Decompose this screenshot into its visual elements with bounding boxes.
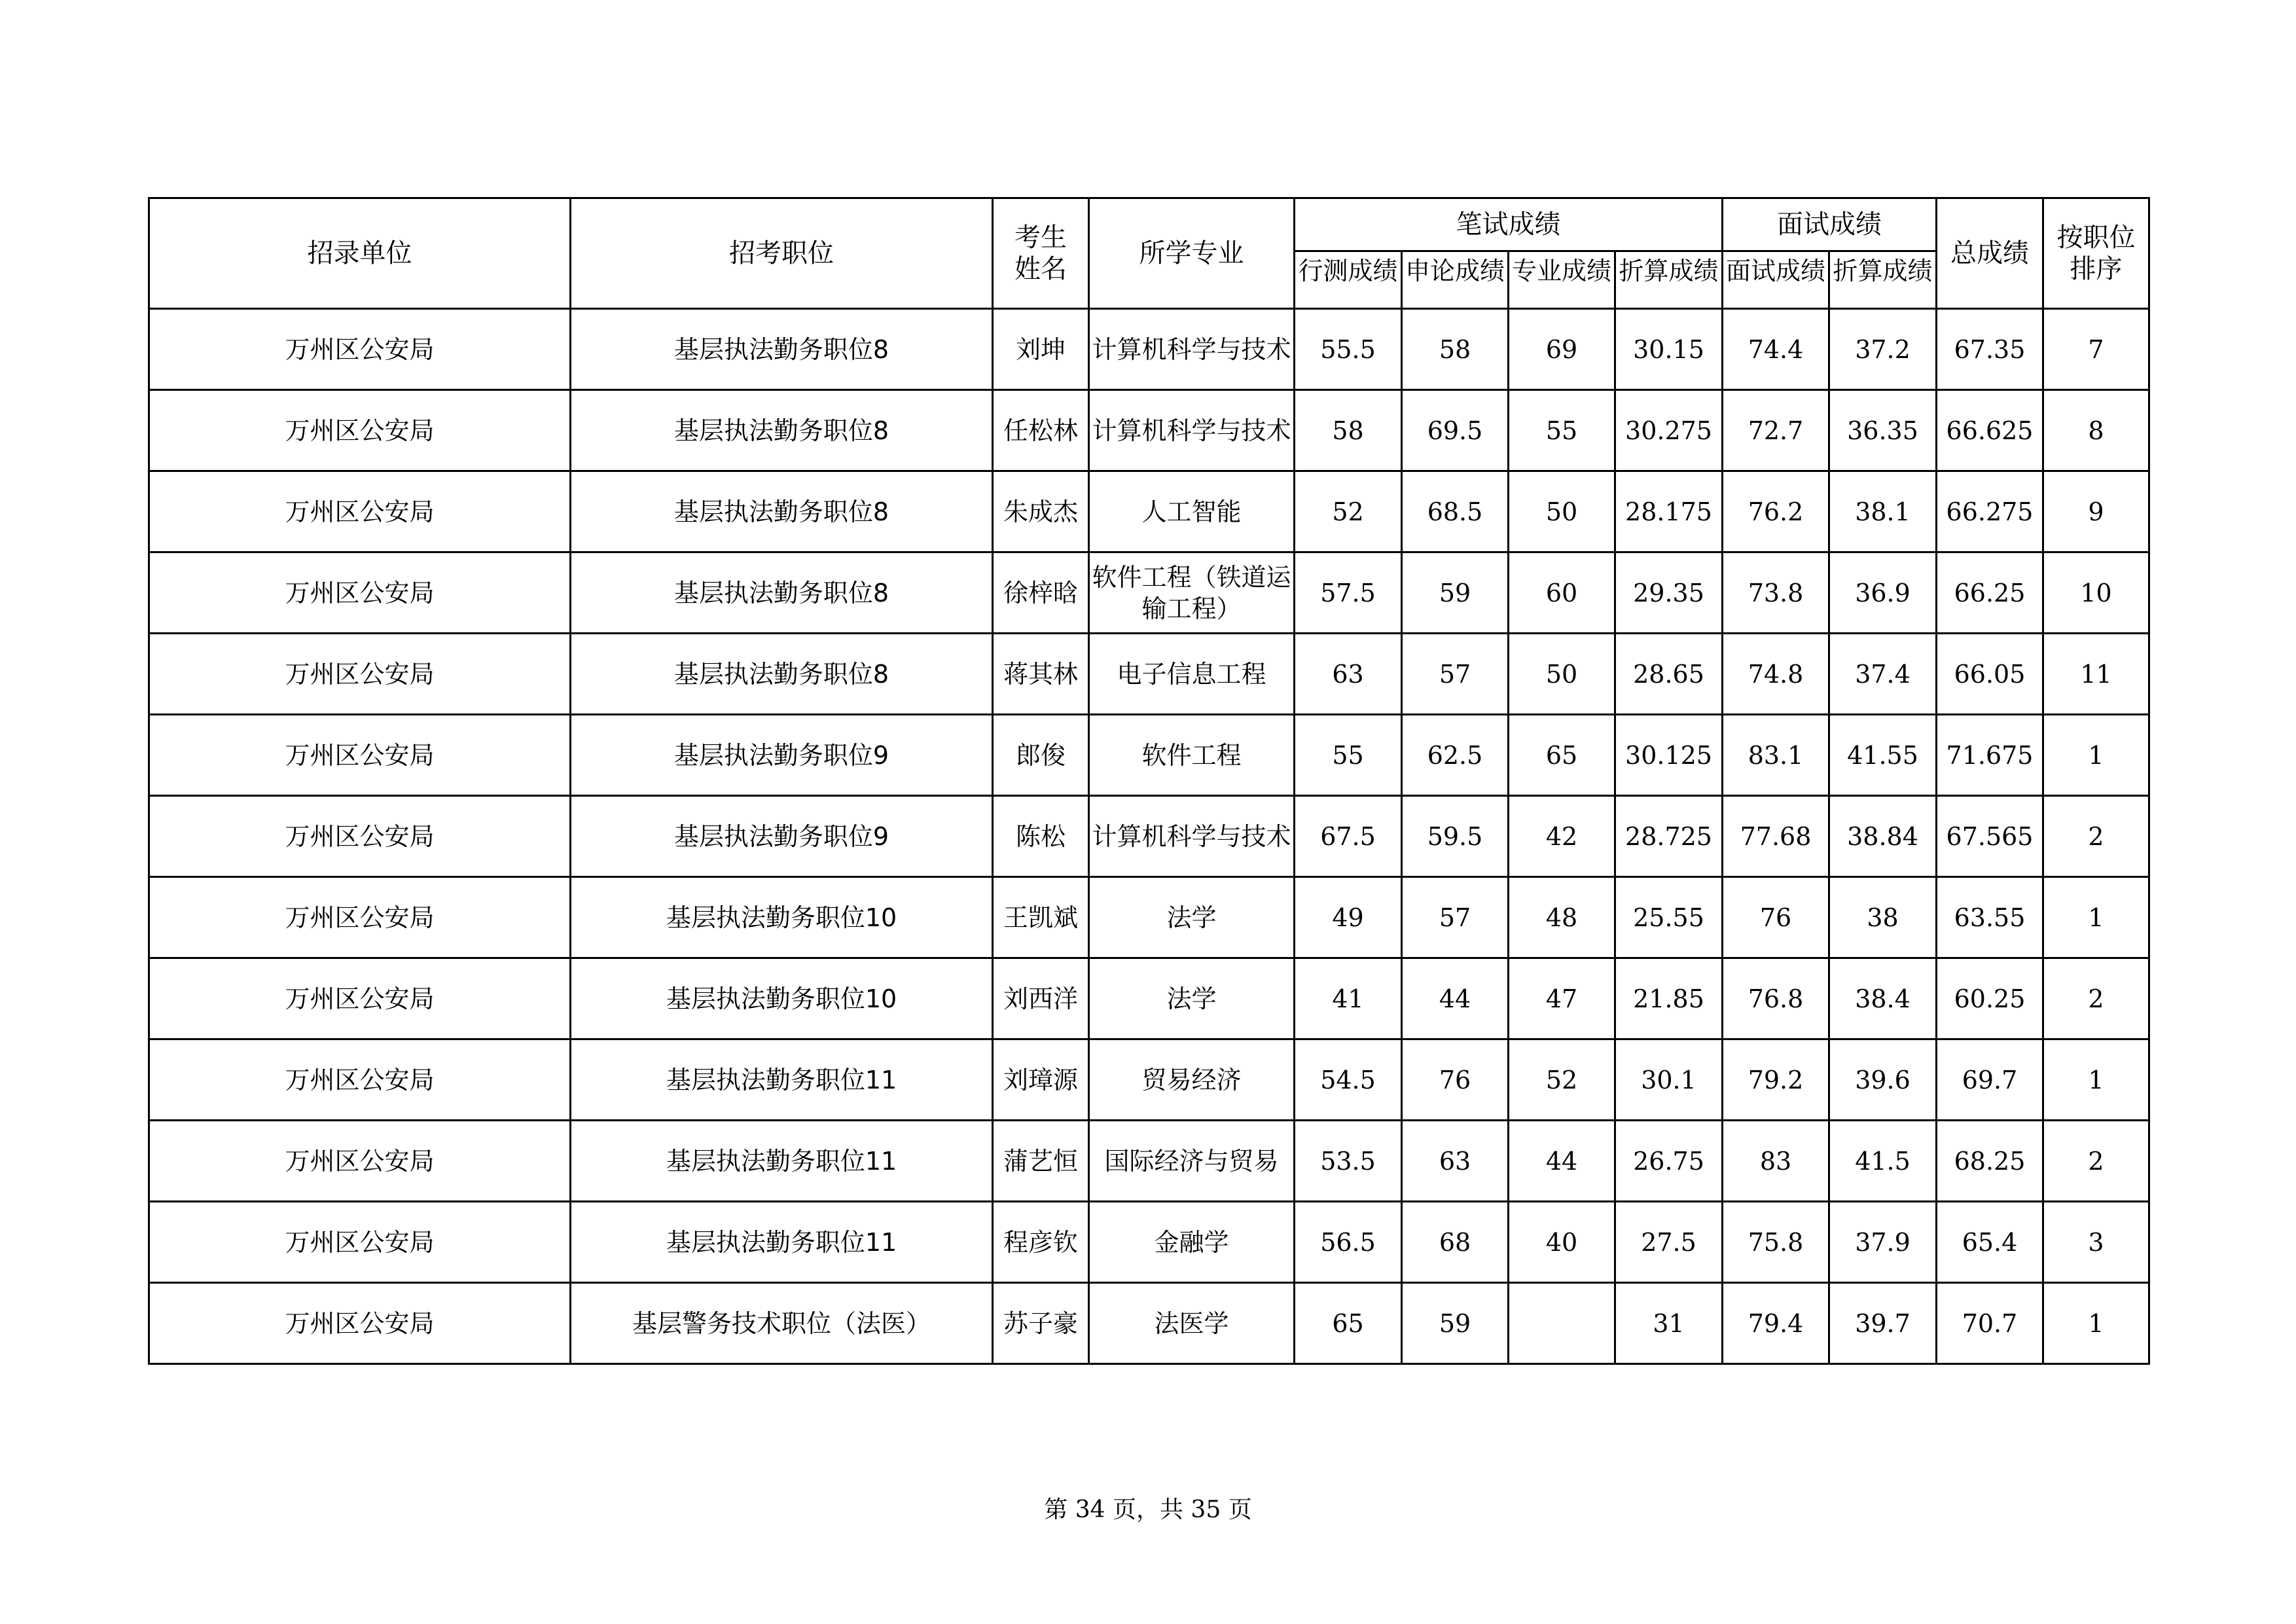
cell-unit: 万州区公安局 [149,1121,571,1202]
header-position: 招考职位 [571,198,993,309]
cell-total: 60.25 [1937,958,2043,1039]
cell-unit: 万州区公安局 [149,390,571,471]
cell-unit: 万州区公安局 [149,1202,571,1283]
cell-total: 69.7 [1937,1039,2043,1121]
cell-position: 基层执法勤务职位11 [571,1202,993,1283]
cell-interview-converted: 37.4 [1829,634,1937,715]
cell-rank: 1 [2043,715,2149,796]
header-interview-group: 面试成绩 [1723,198,1937,251]
cell-interview: 79.4 [1723,1283,1829,1364]
cell-xingce: 52 [1295,471,1402,552]
header-rank: 按职位 排序 [2043,198,2149,309]
cell-position: 基层执法勤务职位8 [571,471,993,552]
cell-rank: 1 [2043,1039,2149,1121]
cell-position: 基层执法勤务职位10 [571,958,993,1039]
cell-position: 基层执法勤务职位8 [571,552,993,634]
cell-interview: 79.2 [1723,1039,1829,1121]
cell-xingce: 63 [1295,634,1402,715]
cell-shenlun: 62.5 [1402,715,1509,796]
cell-xingce: 58 [1295,390,1402,471]
cell-major: 金融学 [1089,1202,1295,1283]
cell-xingce: 55.5 [1295,309,1402,390]
cell-xingce: 56.5 [1295,1202,1402,1283]
header-written-group: 笔试成绩 [1295,198,1723,251]
cell-zhuanye: 60 [1509,552,1615,634]
cell-shenlun: 59 [1402,552,1509,634]
cell-written-converted: 30.1 [1615,1039,1723,1121]
cell-written-converted: 26.75 [1615,1121,1723,1202]
cell-xingce: 41 [1295,958,1402,1039]
cell-major: 计算机科学与技术 [1089,390,1295,471]
table-row [149,715,2149,796]
cell-shenlun: 59 [1402,1283,1509,1364]
cell-interview: 75.8 [1723,1202,1829,1283]
cell-major: 计算机科学与技术 [1089,796,1295,877]
cell-total: 66.25 [1937,552,2043,634]
cell-name: 王凯斌 [993,877,1089,958]
cell-rank: 1 [2043,877,2149,958]
cell-written-converted: 27.5 [1615,1202,1723,1283]
cell-interview: 76 [1723,877,1829,958]
cell-shenlun: 68 [1402,1202,1509,1283]
cell-major: 计算机科学与技术 [1089,309,1295,390]
cell-rank: 10 [2043,552,2149,634]
cell-unit: 万州区公安局 [149,634,571,715]
cell-shenlun: 57 [1402,877,1509,958]
cell-zhuanye: 50 [1509,634,1615,715]
header-total: 总成绩 [1937,198,2043,309]
cell-interview-converted: 39.6 [1829,1039,1937,1121]
cell-interview-converted: 41.5 [1829,1121,1937,1202]
header-row-1 [149,198,2149,251]
cell-written-converted: 30.125 [1615,715,1723,796]
cell-total: 66.275 [1937,471,2043,552]
cell-rank: 2 [2043,958,2149,1039]
cell-written-converted: 29.35 [1615,552,1723,634]
header-xingce: 行测成绩 [1295,251,1402,309]
cell-xingce: 54.5 [1295,1039,1402,1121]
cell-written-converted: 21.85 [1615,958,1723,1039]
cell-interview: 83.1 [1723,715,1829,796]
header-major: 所学专业 [1089,198,1295,309]
header-written-converted: 折算成绩 [1615,251,1723,309]
cell-written-converted: 28.65 [1615,634,1723,715]
cell-major: 法医学 [1089,1283,1295,1364]
cell-shenlun: 69.5 [1402,390,1509,471]
cell-position: 基层执法勤务职位9 [571,796,993,877]
cell-name: 陈松 [993,796,1089,877]
cell-position: 基层执法勤务职位11 [571,1039,993,1121]
cell-name: 刘坤 [993,309,1089,390]
cell-zhuanye: 65 [1509,715,1615,796]
cell-interview-converted: 37.2 [1829,309,1937,390]
cell-shenlun: 57 [1402,634,1509,715]
cell-rank: 2 [2043,796,2149,877]
cell-interview: 77.68 [1723,796,1829,877]
cell-zhuanye: 47 [1509,958,1615,1039]
cell-interview-converted: 37.9 [1829,1202,1937,1283]
cell-name: 郎俊 [993,715,1089,796]
cell-position: 基层执法勤务职位8 [571,309,993,390]
cell-zhuanye: 50 [1509,471,1615,552]
cell-total: 70.7 [1937,1283,2043,1364]
cell-unit: 万州区公安局 [149,552,571,634]
cell-xingce: 67.5 [1295,796,1402,877]
cell-major: 国际经济与贸易 [1089,1121,1295,1202]
cell-zhuanye: 48 [1509,877,1615,958]
cell-unit: 万州区公安局 [149,958,571,1039]
cell-name: 徐梓晗 [993,552,1089,634]
cell-total: 67.35 [1937,309,2043,390]
cell-interview: 72.7 [1723,390,1829,471]
table-row [149,390,2149,471]
cell-rank: 1 [2043,1283,2149,1364]
cell-shenlun: 59.5 [1402,796,1509,877]
cell-rank: 11 [2043,634,2149,715]
cell-written-converted: 25.55 [1615,877,1723,958]
cell-xingce: 55 [1295,715,1402,796]
cell-position: 基层执法勤务职位8 [571,390,993,471]
header-shenlun: 申论成绩 [1402,251,1509,309]
cell-major: 软件工程（铁道运输工程） [1089,552,1295,634]
cell-unit: 万州区公安局 [149,1039,571,1121]
cell-unit: 万州区公安局 [149,471,571,552]
cell-xingce: 53.5 [1295,1121,1402,1202]
cell-zhuanye: 44 [1509,1121,1615,1202]
cell-rank: 9 [2043,471,2149,552]
cell-position: 基层执法勤务职位11 [571,1121,993,1202]
cell-name: 朱成杰 [993,471,1089,552]
cell-name: 程彦钦 [993,1202,1089,1283]
cell-name: 苏子豪 [993,1283,1089,1364]
cell-interview: 76.8 [1723,958,1829,1039]
cell-shenlun: 44 [1402,958,1509,1039]
header-name: 考生 姓名 [993,198,1089,309]
cell-unit: 万州区公安局 [149,1283,571,1364]
header-zhuanye: 专业成绩 [1509,251,1615,309]
cell-total: 68.25 [1937,1121,2043,1202]
cell-interview: 83 [1723,1121,1829,1202]
header-interview-converted: 折算成绩 [1829,251,1937,309]
cell-shenlun: 76 [1402,1039,1509,1121]
cell-unit: 万州区公安局 [149,796,571,877]
table-row [149,552,2149,634]
table-row [149,1121,2149,1202]
cell-name: 刘璋源 [993,1039,1089,1121]
cell-interview: 74.4 [1723,309,1829,390]
cell-unit: 万州区公安局 [149,877,571,958]
cell-name: 蒋其林 [993,634,1089,715]
cell-total: 71.675 [1937,715,2043,796]
cell-written-converted: 30.15 [1615,309,1723,390]
cell-zhuanye: 40 [1509,1202,1615,1283]
cell-name: 蒲艺恒 [993,1121,1089,1202]
cell-major: 电子信息工程 [1089,634,1295,715]
cell-zhuanye [1509,1283,1615,1364]
cell-major: 法学 [1089,877,1295,958]
cell-position: 基层执法勤务职位9 [571,715,993,796]
header-interview: 面试成绩 [1723,251,1829,309]
cell-shenlun: 63 [1402,1121,1509,1202]
cell-unit: 万州区公安局 [149,715,571,796]
cell-zhuanye: 42 [1509,796,1615,877]
cell-total: 65.4 [1937,1202,2043,1283]
cell-written-converted: 30.275 [1615,390,1723,471]
cell-interview-converted: 36.9 [1829,552,1937,634]
table-row [149,634,2149,715]
cell-rank: 7 [2043,309,2149,390]
cell-major: 法学 [1089,958,1295,1039]
score-table [148,197,2150,1365]
table-row [149,1202,2149,1283]
cell-position: 基层执法勤务职位10 [571,877,993,958]
cell-unit: 万州区公安局 [149,309,571,390]
cell-interview-converted: 38 [1829,877,1937,958]
cell-shenlun: 68.5 [1402,471,1509,552]
cell-xingce: 49 [1295,877,1402,958]
cell-total: 66.05 [1937,634,2043,715]
table-row [149,796,2149,877]
cell-xingce: 65 [1295,1283,1402,1364]
table-row [149,309,2149,390]
table-row [149,471,2149,552]
page-footer: 第 34 页，共 35 页 [1044,1496,1252,1523]
cell-interview-converted: 36.35 [1829,390,1937,471]
cell-interview-converted: 38.84 [1829,796,1937,877]
cell-major: 贸易经济 [1089,1039,1295,1121]
cell-total: 67.565 [1937,796,2043,877]
cell-total: 63.55 [1937,877,2043,958]
table-row [149,958,2149,1039]
cell-interview: 76.2 [1723,471,1829,552]
table-row [149,1283,2149,1364]
cell-interview-converted: 39.7 [1829,1283,1937,1364]
cell-shenlun: 58 [1402,309,1509,390]
table-row [149,1039,2149,1121]
cell-major: 人工智能 [1089,471,1295,552]
cell-xingce: 57.5 [1295,552,1402,634]
header-unit: 招录单位 [149,198,571,309]
cell-rank: 8 [2043,390,2149,471]
cell-written-converted: 31 [1615,1283,1723,1364]
cell-position: 基层执法勤务职位8 [571,634,993,715]
cell-interview-converted: 41.55 [1829,715,1937,796]
cell-written-converted: 28.725 [1615,796,1723,877]
cell-interview: 74.8 [1723,634,1829,715]
cell-total: 66.625 [1937,390,2043,471]
cell-zhuanye: 55 [1509,390,1615,471]
cell-interview-converted: 38.1 [1829,471,1937,552]
cell-name: 任松林 [993,390,1089,471]
cell-interview: 73.8 [1723,552,1829,634]
cell-interview-converted: 38.4 [1829,958,1937,1039]
table-row [149,877,2149,958]
cell-rank: 2 [2043,1121,2149,1202]
cell-position: 基层警务技术职位（法医） [571,1283,993,1364]
cell-name: 刘西洋 [993,958,1089,1039]
cell-rank: 3 [2043,1202,2149,1283]
cell-written-converted: 28.175 [1615,471,1723,552]
cell-zhuanye: 52 [1509,1039,1615,1121]
cell-major: 软件工程 [1089,715,1295,796]
cell-zhuanye: 69 [1509,309,1615,390]
